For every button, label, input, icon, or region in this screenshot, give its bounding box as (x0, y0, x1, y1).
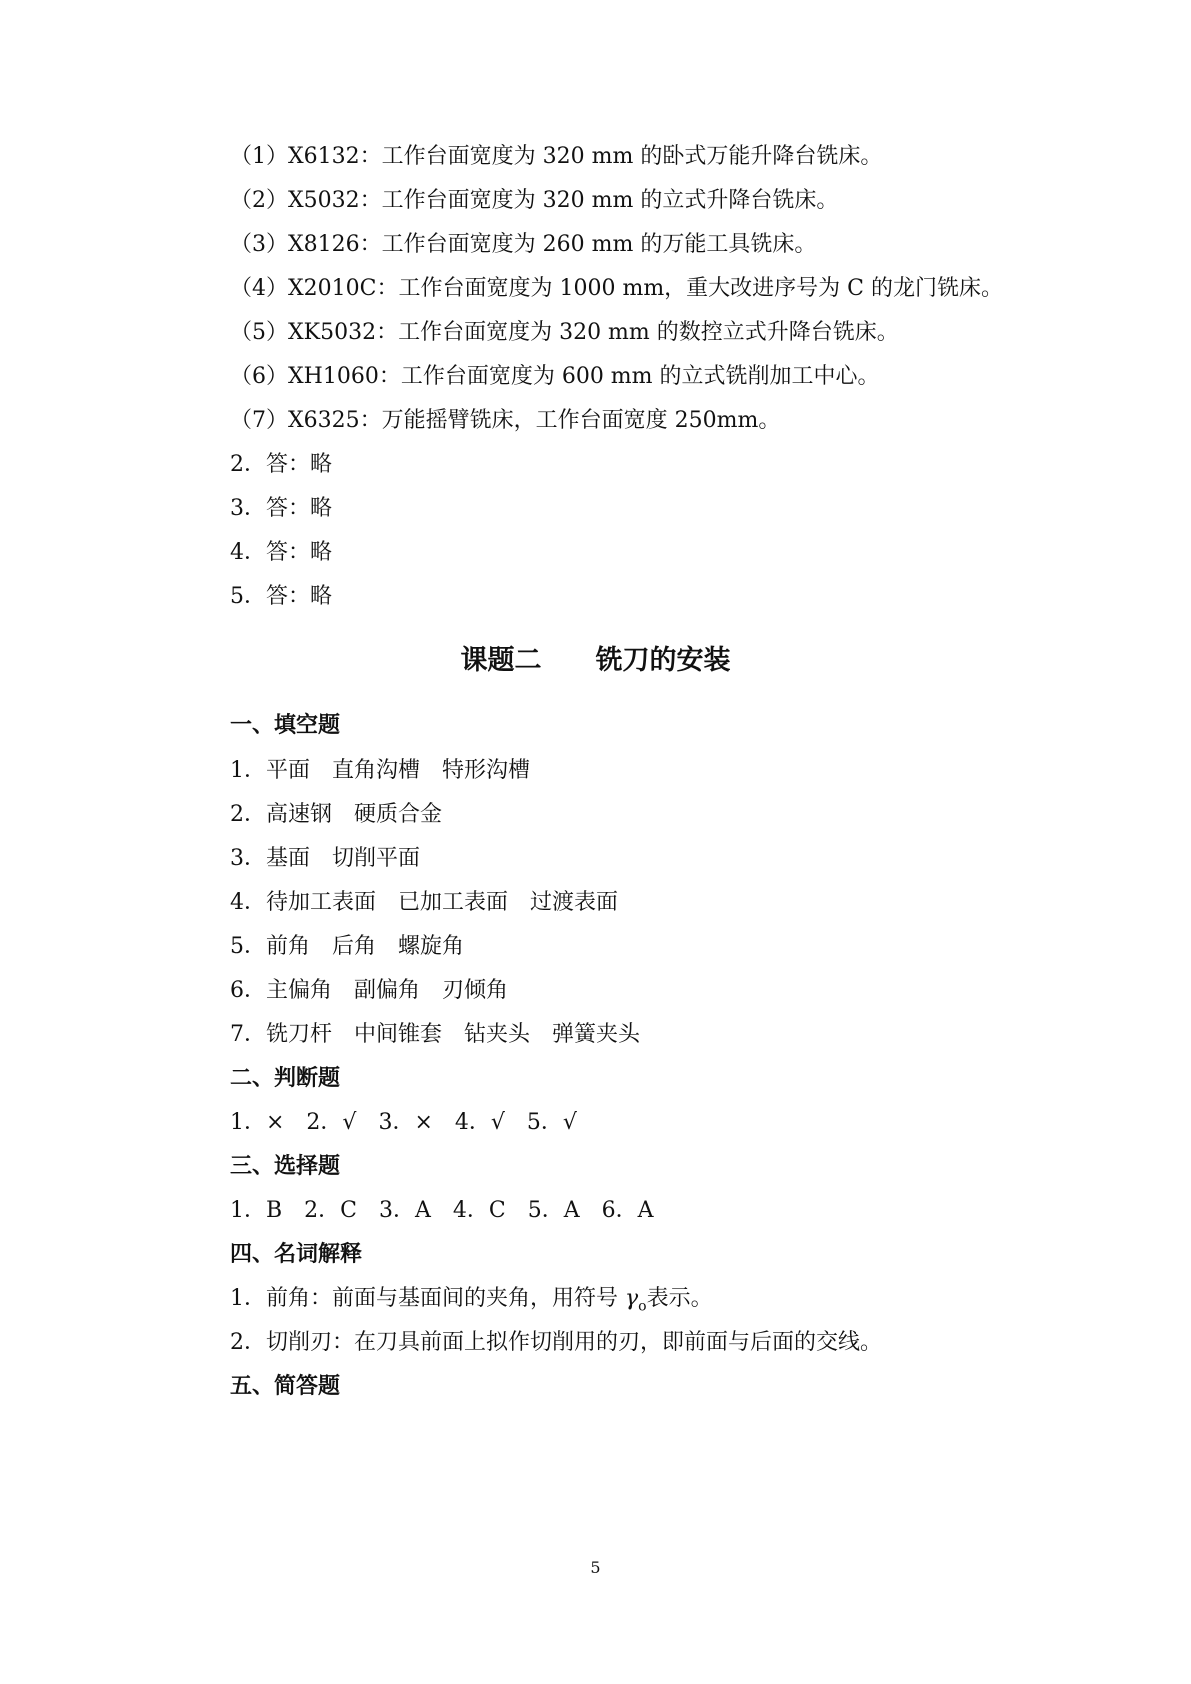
term-item-1-text: 1．前角：前面与基面间的夹角，用符号 (230, 1286, 625, 1311)
answer-4: 4．答：略 (230, 540, 332, 565)
term-item-2: 2．切削刃：在刀具前面上拟作切削用的刃，即前面与后面的交线。 (230, 1330, 882, 1355)
true-false-heading: 二、判断题 (230, 1066, 341, 1091)
fill-blank-item-7: 7．铣刀杆 中间锥套 钻夹头 弹簧夹头 (230, 1022, 640, 1047)
short-answer-heading: 五、简答题 (230, 1374, 341, 1399)
gamma-subscript: o (638, 1298, 647, 1315)
answer-5: 5．答：略 (230, 584, 332, 609)
term-item-1 (230, 1284, 713, 1321)
model-item-1: （1）X6132：工作台面宽度为 320 mm 的卧式万能升降台铣床。 (230, 144, 883, 169)
answer-2: 2．答：略 (230, 452, 332, 477)
choice-heading: 三、选择题 (230, 1154, 341, 1179)
answer-3: 3．答：略 (230, 496, 332, 521)
gamma-symbol: γ (625, 1286, 639, 1311)
model-item-2: （2）X5032：工作台面宽度为 320 mm 的立式升降台铣床。 (230, 188, 839, 213)
fill-blank-item-3: 3．基面 切削平面 (230, 846, 420, 871)
choice-answers: 1．B 2．C 3．A 4．C 5．A 6．A (230, 1198, 654, 1223)
fill-blank-item-6: 6．主偏角 副偏角 刃倾角 (230, 978, 508, 1003)
lesson-title: 课题二 铣刀的安装 (460, 645, 731, 676)
page-number: 5 (590, 1558, 601, 1577)
true-false-answers: 1．× 2．√ 3．× 4．√ 5．√ (230, 1110, 577, 1135)
terms-heading: 四、名词解释 (230, 1242, 363, 1267)
term-item-1-tail: 表示。 (646, 1286, 713, 1311)
fill-blank-item-1: 1．平面 直角沟槽 特形沟槽 (230, 758, 530, 783)
fill-blank-item-4: 4．待加工表面 已加工表面 过渡表面 (230, 890, 618, 915)
model-item-3: （3）X8126：工作台面宽度为 260 mm 的万能工具铣床。 (230, 232, 817, 257)
fill-blank-item-5: 5．前角 后角 螺旋角 (230, 934, 464, 959)
model-item-5: （5）XK5032：工作台面宽度为 320 mm 的数控立式升降台铣床。 (230, 320, 899, 345)
model-item-7: （7）X6325：万能摇臂铣床，工作台面宽度 250mm。 (230, 408, 781, 433)
model-item-6: （6）XH1060：工作台面宽度为 600 mm 的立式铣削加工中心。 (230, 364, 880, 389)
model-item-4: （4）X2010C：工作台面宽度为 1000 mm，重大改进序号为 C 的龙门铣床。 (230, 276, 1003, 301)
fill-blank-heading: 一、填空题 (230, 713, 341, 738)
fill-blank-item-2: 2．高速钢 硬质合金 (230, 802, 442, 827)
